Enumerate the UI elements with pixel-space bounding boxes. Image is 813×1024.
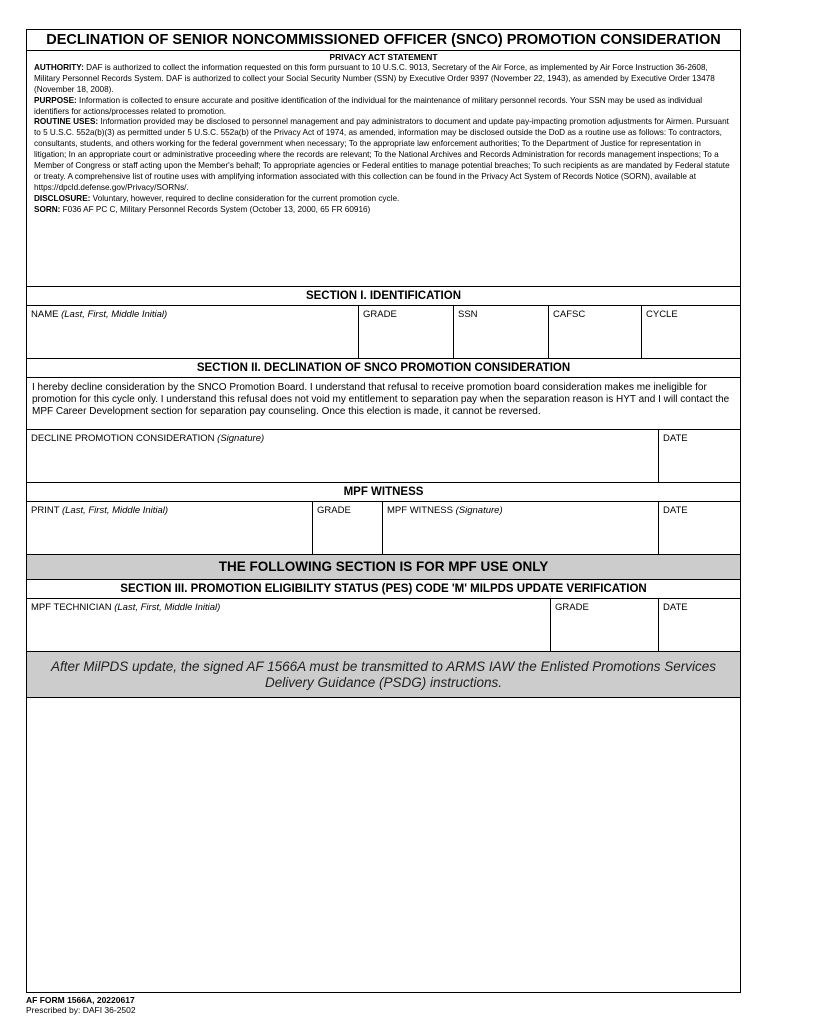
name-label: NAME	[31, 309, 62, 320]
technician-row	[27, 599, 740, 652]
cycle-field[interactable]	[642, 306, 740, 358]
technician-field[interactable]	[27, 599, 551, 651]
mpf-use-only-banner: THE FOLLOWING SECTION IS FOR MPF USE ONLY	[27, 555, 740, 580]
technician-grade-field[interactable]	[551, 599, 659, 651]
authority-paragraph	[34, 63, 733, 96]
print-label: PRINT	[31, 505, 62, 516]
routine-uses-text: Information provided may be disclosed to personnel management and pay administrators to document and update pay-impacting promotion adjustments for Airmen. Pursuant to 5 U.S.C. 552a(b)(3) as permitted under 5 U.S.C. 552a(b) of the Privacy Act of 1974, as amended, information may be disclosed outside the DoD as a routine use as follows: To contractors, consultants, students, and others working for the federal government when necessary; To the appropriate law enforcement authorities; To the Department of Justice for representation in litigation; In an appropriate court or administrative proceeding where the records are relevant; To the National Archives and Records Administration for records management inspections; To a Member of Congress or staff acting upon the Member's behalf; To appropriate agencies or Federal entities to manage potential breaches; To such recipients as are mandated by Federal statute or treaty. A comprehensive list of routine uses with amplifying information associated with this collection can be found in the Privacy Act System of Records Notice (SORN), available at https://dpcld.defense.gov/Privacy/SORNs/.	[34, 117, 730, 192]
transmit-note: After MilPDS update, the signed AF 1566A must be transmitted to ARMS IAW the Enlisted Promotions Services Delivery Guidance (PSDG) instructions.	[27, 652, 740, 698]
witness-grade-label: GRADE	[317, 505, 351, 516]
section2-title: SECTION II. DECLINATION OF SNCO PROMOTION CONSIDERATION	[27, 359, 740, 378]
disclosure-text: Voluntary, however, required to decline consideration for the current promotion cycle.	[90, 193, 400, 203]
witness-date-label: DATE	[663, 505, 688, 516]
authority-text: DAF is authorized to collect the information requested on this form pursuant to 10 U.S.C. 9013, Secretary of the Air Force, as implemented by Air Force Instruction 36-2608, Military Personnel Records System. DAF is authorized to collect your Social Security Number (SSN) by Executive Order 9397 (November 22, 1943), as amended by Executive Order 13478 (November 18, 2008).	[34, 62, 715, 94]
witness-grade-field[interactable]	[313, 502, 383, 554]
privacy-act-statement	[27, 51, 740, 287]
cycle-label: CYCLE	[646, 309, 678, 320]
form-id: AF FORM 1566A, 20220617	[26, 995, 135, 1005]
witness-sig-hint: (Signature)	[455, 505, 503, 516]
name-hint: (Last, First, Middle Initial)	[61, 309, 168, 320]
identification-row	[27, 306, 740, 359]
prescribed-by: Prescribed by: DAFI 36-2502	[26, 1004, 136, 1015]
decline-signature-row	[27, 430, 740, 483]
declination-statement: I hereby decline consideration by the SNCO Promotion Board. I understand that refusal to receive promotion board consideration makes me ineligible for promotion for this cycle only. I understand this refusal does not void my entitlement to separation pay when the separation reason is HYT and I will contact the MPF Career Development section for separation pay counseling. Once this election is made, it cannot be reversed.	[27, 378, 740, 430]
form-footer	[26, 996, 136, 1015]
purpose-text: Information is collected to ensure accurate and positive identification of the individual for the maintenance of military personnel records. Your SSN may be used as individual identifiers for actions/processes related to promotion.	[34, 95, 703, 116]
witness-signature-field[interactable]	[383, 502, 659, 554]
sorn-text: F036 AF PC C, Military Personnel Records System (October 13, 2000, 65 FR 60916)	[60, 204, 371, 214]
section3-title: SECTION III. PROMOTION ELIGIBILITY STATUS (PES) CODE 'M' MILPDS UPDATE VERIFICATION	[27, 580, 740, 599]
authority-label: AUTHORITY:	[34, 62, 84, 72]
decline-signature-field[interactable]	[27, 430, 659, 482]
declination-form	[26, 29, 741, 993]
cafsc-label: CAFSC	[553, 309, 586, 320]
purpose-label: PURPOSE:	[34, 95, 77, 105]
routine-uses-paragraph	[34, 117, 733, 193]
witness-title: MPF WITNESS	[27, 483, 740, 502]
tech-hint: (Last, First, Middle Initial)	[114, 602, 221, 613]
witness-sig-label: MPF WITNESS	[387, 505, 456, 516]
witness-date-field[interactable]	[659, 502, 740, 554]
section1-title: SECTION I. IDENTIFICATION	[27, 287, 740, 306]
cafsc-field[interactable]	[549, 306, 642, 358]
decline-label: DECLINE PROMOTION CONSIDERATION	[31, 433, 218, 444]
tech-grade-label: GRADE	[555, 602, 589, 613]
print-hint: (Last, First, Middle Initial)	[61, 505, 169, 516]
tech-date-label: DATE	[663, 602, 688, 613]
grade-label: GRADE	[363, 309, 397, 320]
purpose-paragraph	[34, 96, 733, 118]
decline-hint: (Signature)	[217, 433, 265, 444]
sorn-paragraph	[34, 205, 733, 216]
witness-row	[27, 502, 740, 555]
privacy-title: PRIVACY ACT STATEMENT	[329, 52, 438, 62]
decline-date-label: DATE	[663, 433, 688, 444]
sorn-label: SORN:	[34, 204, 61, 214]
witness-print-field[interactable]	[27, 502, 313, 554]
grade-field[interactable]	[359, 306, 454, 358]
name-field[interactable]	[27, 306, 359, 358]
disclosure-label: DISCLOSURE:	[34, 193, 91, 203]
disclosure-paragraph	[34, 194, 733, 205]
ssn-field[interactable]	[454, 306, 549, 358]
technician-date-field[interactable]	[659, 599, 740, 651]
decline-date-field[interactable]	[659, 430, 740, 482]
tech-label: MPF TECHNICIAN	[31, 602, 115, 613]
ssn-label: SSN	[458, 309, 478, 320]
routine-uses-label: ROUTINE USES:	[34, 117, 99, 127]
form-title: DECLINATION OF SENIOR NONCOMMISSIONED OFFICER (SNCO) PROMOTION CONSIDERATION	[27, 30, 740, 51]
